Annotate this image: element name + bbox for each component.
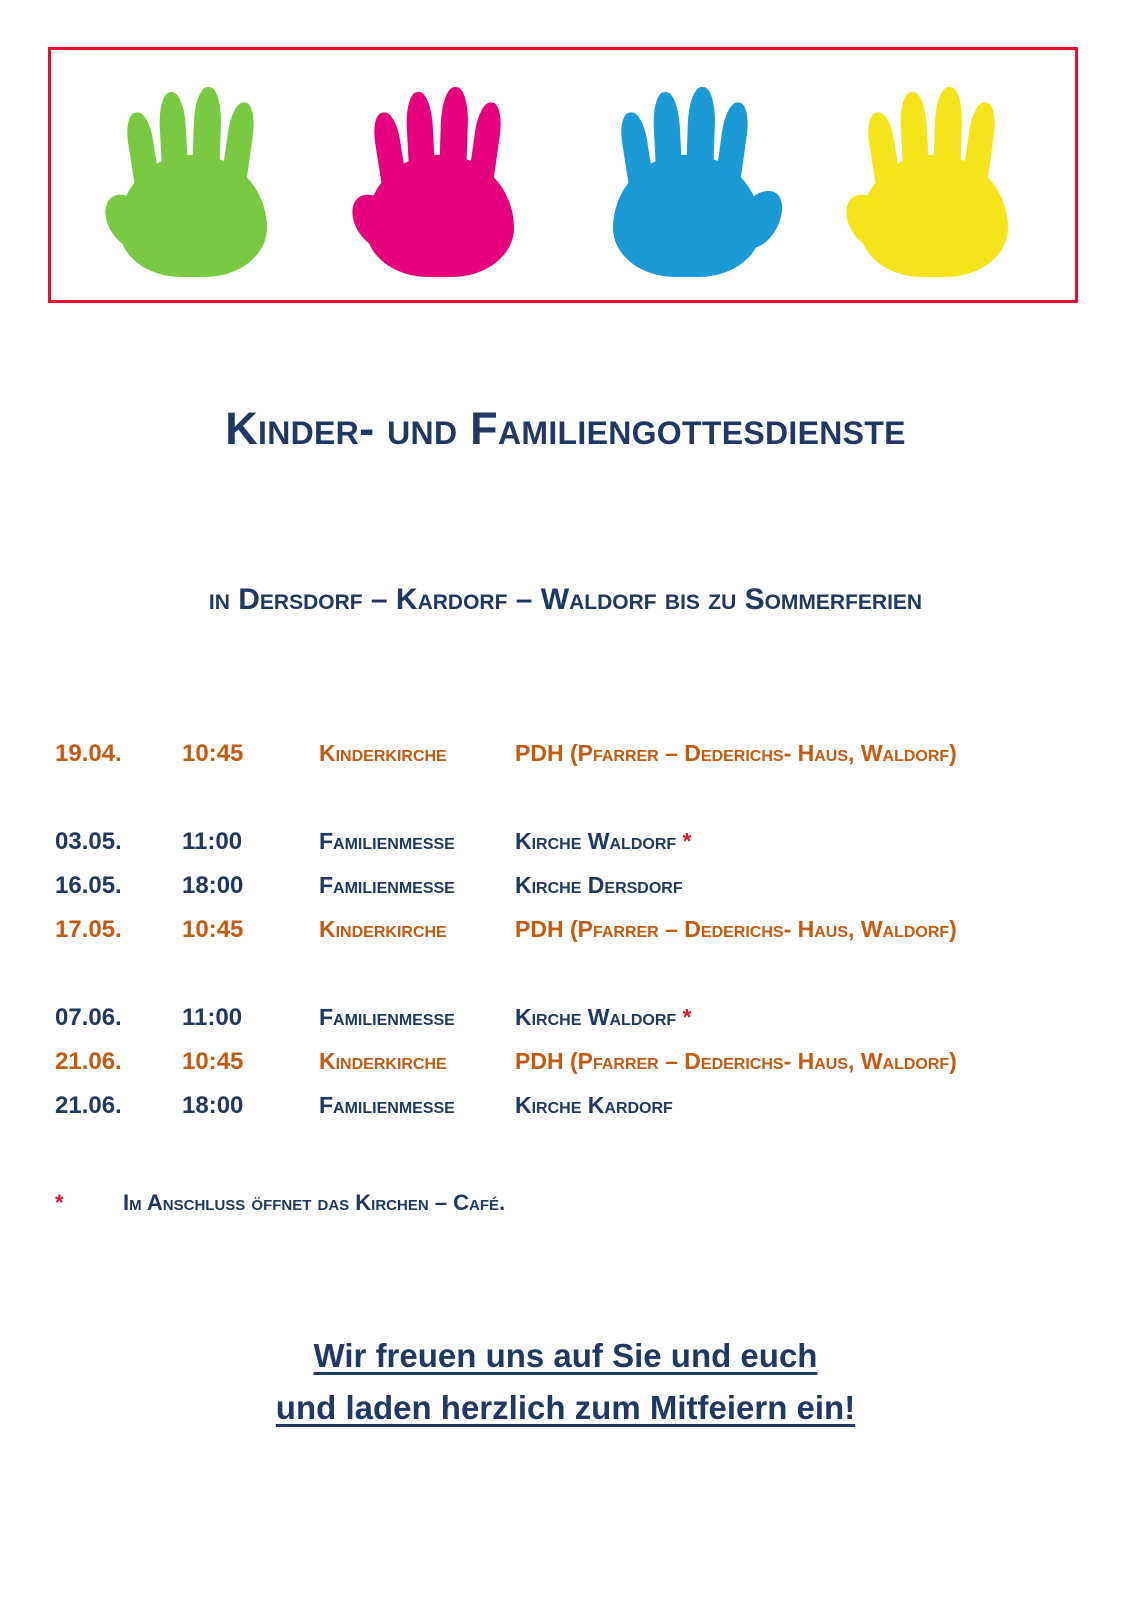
row-date: 17.05. — [55, 916, 122, 943]
row-place: Kirche Kardorf — [515, 1092, 673, 1118]
row-date: 21.06. — [55, 1048, 122, 1075]
row-time: 10:45 — [182, 916, 244, 943]
closing-line-1-text: Wir freuen uns auf Sie und euch — [313, 1337, 818, 1374]
row-spacer — [55, 960, 1075, 1004]
service-schedule — [55, 740, 1075, 1136]
row-place — [515, 828, 1075, 855]
row-type: Familienmesse — [319, 872, 455, 898]
row-place: PDH (Pfarrer – Dederichs- Haus, Waldorf) — [515, 916, 957, 942]
row-date: 21.06. — [55, 1092, 122, 1119]
handprint-banner — [48, 47, 1078, 303]
closing-line-2-text: und laden herzlich zum Mitfeiern ein! — [275, 1389, 856, 1426]
row-type: Kinderkirche — [319, 1048, 447, 1074]
footnote-text: Im Anschluss öffnet das Kirchen – Café. — [123, 1190, 506, 1215]
blue-handprint — [599, 68, 774, 283]
closing-line-1 — [0, 1330, 1131, 1382]
row-time: 18:00 — [182, 1092, 244, 1119]
table-row — [55, 1048, 1075, 1092]
row-type: Kinderkirche — [319, 740, 447, 766]
row-time: 10:45 — [182, 1048, 244, 1075]
row-date: 07.06. — [55, 1004, 122, 1031]
green-handprint — [105, 68, 280, 283]
row-place: PDH (Pfarrer – Dederichs- Haus, Waldorf) — [515, 1048, 957, 1074]
yellow-handprint — [846, 68, 1021, 283]
row-type: Familienmesse — [319, 1092, 455, 1118]
closing-invitation — [0, 1330, 1131, 1434]
row-time: 11:00 — [182, 1004, 243, 1031]
page-subtitle: in Dersdorf – Kardorf – Waldorf bis zu Sommerferien — [208, 583, 923, 616]
table-row — [55, 1092, 1075, 1136]
table-row — [55, 828, 1075, 872]
row-place: Kirche Dersdorf — [515, 872, 683, 898]
footnote-marker: * — [55, 1190, 64, 1215]
row-spacer — [55, 784, 1075, 828]
table-row — [55, 872, 1075, 916]
row-time: 10:45 — [182, 740, 244, 767]
closing-line-2 — [0, 1382, 1131, 1434]
row-type: Kinderkirche — [319, 916, 447, 942]
row-date: 19.04. — [55, 740, 122, 767]
table-row — [55, 1004, 1075, 1048]
row-place-text: Kirche Waldorf — [515, 828, 677, 854]
row-footnote-marker: * — [682, 828, 692, 854]
row-type: Familienmesse — [319, 1004, 455, 1030]
row-type: Familienmesse — [319, 828, 455, 854]
row-date: 16.05. — [55, 872, 122, 899]
footnote — [55, 1190, 1075, 1216]
table-row — [55, 916, 1075, 960]
table-row — [55, 740, 1075, 784]
row-footnote-marker: * — [682, 1004, 692, 1030]
row-time: 11:00 — [182, 828, 243, 855]
row-place-text: Kirche Waldorf — [515, 1004, 677, 1030]
row-place — [515, 1004, 1075, 1031]
row-date: 03.05. — [55, 828, 122, 855]
handprint-row — [51, 50, 1075, 300]
pink-handprint — [352, 68, 527, 283]
row-time: 18:00 — [182, 872, 244, 899]
row-place: PDH (Pfarrer – Dederichs- Haus, Waldorf) — [515, 740, 957, 766]
page-title: Kinder- und Familiengottesdienste — [225, 403, 906, 454]
